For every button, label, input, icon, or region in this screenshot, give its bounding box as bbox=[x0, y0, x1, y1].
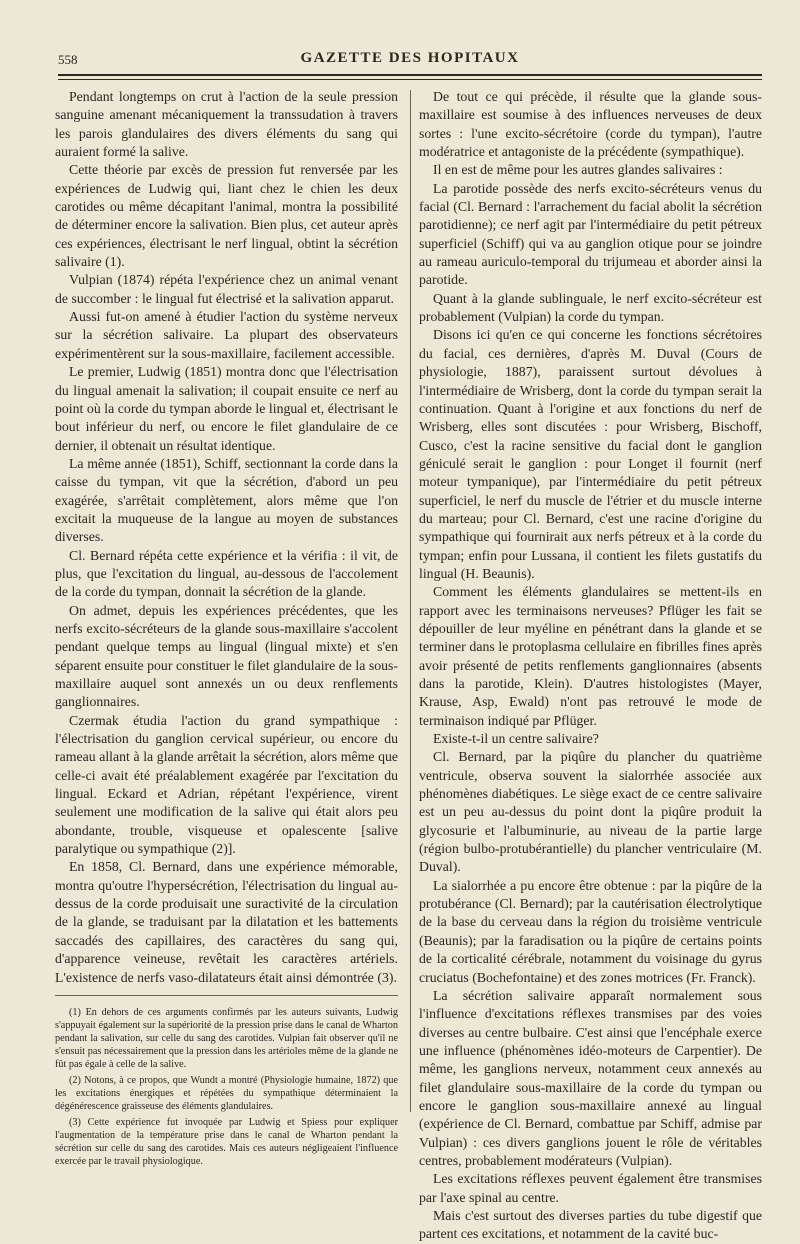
paragraph: La même année (1851), Schiff, sectionnant la corde dans la caisse du tympan, vit que la sécrétion, d'abord un peu exagérée, s'arrêtait complètement, alors même que l'on excitait la muqueuse de la langue au moyen de substances diverses. bbox=[55, 455, 398, 545]
paragraph: Czermak étudia l'action du grand sympathique : l'électrisation du ganglion cervical supérieur, ou encore du rameau allant à la glande arrêtait la sécrétion, alors même que celle-ci avait été préalablement exagérée par l'excitation du lingual. Eckard et Adrian, répétant l'expérience, virent seulement une modification de la salive qui était alors peu abondante, trouble, visqueuse et opalescente [salive paralytique ou sympathique (2)]. bbox=[55, 712, 398, 857]
paragraph: Le premier, Ludwig (1851) montra donc que l'électrisation du lingual amenait la salivation; il coupait ensuite ce nerf au point où la corde du tympan aborde le lingual et, électrisant le bout inférieur du nerf, ou encore le filet glandulaire de ce dernier, il obtenait un résultat identique. bbox=[55, 364, 398, 453]
footnote: (3) Cette expérience fut invoquée par Ludwig et Spiess pour expliquer l'augmentation de la température prise dans le canal de Wharton pendant la sécrétion sur celle du sang des carotides. Mais ces auteurs négligeaient l'influence exercée par le travail physiologique. bbox=[55, 1116, 398, 1167]
paragraph: On admet, depuis les expériences précédentes, que les nerfs excito-sécréteurs de la glande sous-maxillaire s'accolent pendant quelque temps au lingual (lingual mixte) et s'en séparent ensuite pour constituer le filet glandulaire de la sous-maxillaire auquel sont annexés un ou deux renflements ganglionnaires. bbox=[55, 602, 398, 710]
footnote: (1) En dehors de ces arguments confirmés par les auteurs suivants, Ludwig s'appuyait également sur la supériorité de la pression prise dans le canal de Wharton pendant la salivation, sur celle du sang des carotides. Vulpian fait observer qu'il ne s'ensuit pas nécessairement que la pression dans les artérioles même de la glande ne fût pas égale à celle de la salive. bbox=[55, 1006, 398, 1070]
paragraph: La sialorrhée a pu encore être obtenue : par la piqûre de la protubérance (Cl. Bernard); par la cautérisation électrolytique de la base du cerveau dans la région du troisième ventricule (Beaunis); par la faradisation ou la piqûre de certains points de la corticalité cérébrale, notamment du voisinage du gyrus cruciatus (Bochefontaine) et des zones motrices (Fr. Franck). bbox=[419, 877, 762, 985]
header-rule bbox=[58, 74, 762, 76]
page-number: 558 bbox=[58, 52, 78, 67]
right-column bbox=[419, 88, 762, 1244]
paragraph: Aussi fut-on amené à étudier l'action du système nerveux sur la sécrétion salivaire. La plupart des observateurs expérimentèrent sur la sous-maxillaire, facilement accessible. bbox=[55, 309, 398, 361]
column-divider bbox=[410, 90, 411, 1112]
paragraph: Cl. Bernard répéta cette expérience et la vérifia : il vit, de plus, que l'excitation du lingual, au-dessous de l'accolement de la corde du tympan, donnait la sécrétion de la glande. bbox=[55, 547, 398, 600]
footnote: (2) Notons, à ce propos, que Wundt a montré (Physiologie humaine, 1872) que les excitations énergiques et répétées du sympathique déterminaient la dégénérescence graisseuse des éléments glandulaires. bbox=[55, 1074, 398, 1112]
header-rule-thin bbox=[58, 79, 762, 80]
paragraph: Pendant longtemps on crut à l'action de la seule pression sanguine amenant mécaniquement la transsudation à travers les parois glandulaires des divers éléments du sang qui auraient formé la salive. bbox=[55, 89, 398, 160]
footnotes bbox=[55, 995, 398, 1168]
paragraph: En 1858, Cl. Bernard, dans une expérience mémorable, montra qu'outre l'hypersécrétion, l'électrisation du lingual au-dessus de la corde produisait une suractivité de la circulation de la glande, se traduisant par la dilatation et les battements saccadés des capillaires, des caractères du sang qui, d'apparence veineuse, revêtait les caractères artériels. L'existence de nerfs vaso-dilatateurs était ainsi démontrée (3). bbox=[55, 859, 398, 985]
paragraph: La parotide possède des nerfs excito-sécréteurs venus du facial (Cl. Bernard : l'arrachement du facial abolit la sécrétion parotidienne); ce nerf agit par l'intermédiaire du petit pétreux superficiel (Schiff) qui va au ganglion otique pour se joindre au rameau auriculo-temporal du trijumeau et aborder ainsi la parotide. bbox=[419, 180, 762, 288]
paragraph: Il en est de même pour les autres glandes salivaires : bbox=[433, 162, 723, 178]
paragraph: Les excitations réflexes peuvent également être transmises par l'axe spinal au centre. bbox=[419, 1171, 762, 1205]
paragraph: Disons ici qu'en ce qui concerne les fonctions sécrétoires du facial, ces dernières, d'après M. Duval (Cours de physiologie, 1887), paraissent surtout dévolues à l'intermédiaire de Wrisberg, dont la corde du tympan serait la continuation. Quant à l'origine et aux fonctions du nerf de Wrisberg, elles sont discutées : pour Wrisberg, Bischoff, Cusco, c'est la racine sensitive du facial dont le ganglion géniculé serait le ganglion : pour Longet il fournit (nerf moteur tympanique), par l'intermédiaire du petit pétreux superficiel, le nerf du muscle de l'étrier et du muscle interne du marteau; pour Cl. Bernard, c'est une racine d'origine du sympathique qui fournirait aux nerfs pétreux et à la corde du tympan; enfin pour Lussana, il contient les filets gustatifs du lingual (H. Beaunis). bbox=[419, 327, 762, 581]
paragraph: Quant à la glande sublinguale, le nerf excito-sécréteur est probablement (Vulpian) la corde du tympan. bbox=[419, 290, 762, 325]
paragraph: De tout ce qui précède, il résulte que la glande sous-maxillaire est soumise à des influences nerveuses de deux sortes : l'une excito-sécrétoire (corde du tympan), l'autre modératrice et antagoniste de la précédente (sympathique). bbox=[419, 89, 762, 160]
paragraph: Cette théorie par excès de pression fut renversée par les expériences de Ludwig qui, liant chez le chien les deux carotides ou même décapitant l'animal, montra la possibilité de déterminer encore la salivation. Bien plus, cet auteur après ces expériences, électrisant le nerf lingual, obtint la sécrétion salivaire (1). bbox=[55, 162, 398, 270]
paragraph: Existe-t-il un centre salivaire? bbox=[433, 731, 599, 747]
paragraph: Mais c'est surtout des diverses parties du tube digestif que partent ces excitations, et notamment de la cavité buc- bbox=[419, 1207, 762, 1242]
paragraph: Vulpian (1874) répéta l'expérience chez un animal venant de succomber : le lingual fut électrisé et la salivation apparut. bbox=[55, 272, 398, 306]
paragraph: Cl. Bernard, par la piqûre du plancher du quatrième ventricule, observa souvent la sialorrhée associée aux phénomènes diabétiques. Le siège exact de ce centre salivaire est un peu au-dessus du point dont la piqûre produit la glycosurie et l'albuminurie, au niveau de la partie large (région bulbo-protubérantielle) du plancher ventriculaire (M. Duval). bbox=[419, 749, 762, 875]
left-column bbox=[55, 88, 398, 1171]
journal-title: GAZETTE DES HOPITAUX bbox=[300, 50, 520, 66]
running-header bbox=[58, 50, 762, 70]
paragraph: La sécrétion salivaire apparaît normalement sous l'influence d'excitations réflexes transmises par des voies diverses au centre bulbaire. C'est ainsi que l'encéphale exerce une influence (phénomènes idéo-moteurs de Carpentier). De même, les ganglions nerveux, notamment ceux annexés au filet glandulaire sous-maxillaire de la corde du tympan ou encore le ganglion sous-maxillaire annexé au lingual (expérience de Cl. Bernard, combattue par Schiff, admise par Vulpian) : ces divers ganglions jouent le rôle de véritables centres, probablement modérateurs (Vulpian). bbox=[419, 987, 762, 1168]
paragraph: Comment les éléments glandulaires se mettent-ils en rapport avec les terminaisons nerveuses? Pflüger les fait se dépouiller de leur myéline en pénétrant dans la glande et se terminer dans le protoplasma cellulaire en fibrilles fines après avoir présenté de petits renflements ganglionnaires (absents dans la parotide, Klein). D'autres histologistes (Mayer, Krause, Asp, Ewald) n'ont pas retrouvé le mode de terminaison indiqué par Pflüger. bbox=[419, 584, 762, 728]
